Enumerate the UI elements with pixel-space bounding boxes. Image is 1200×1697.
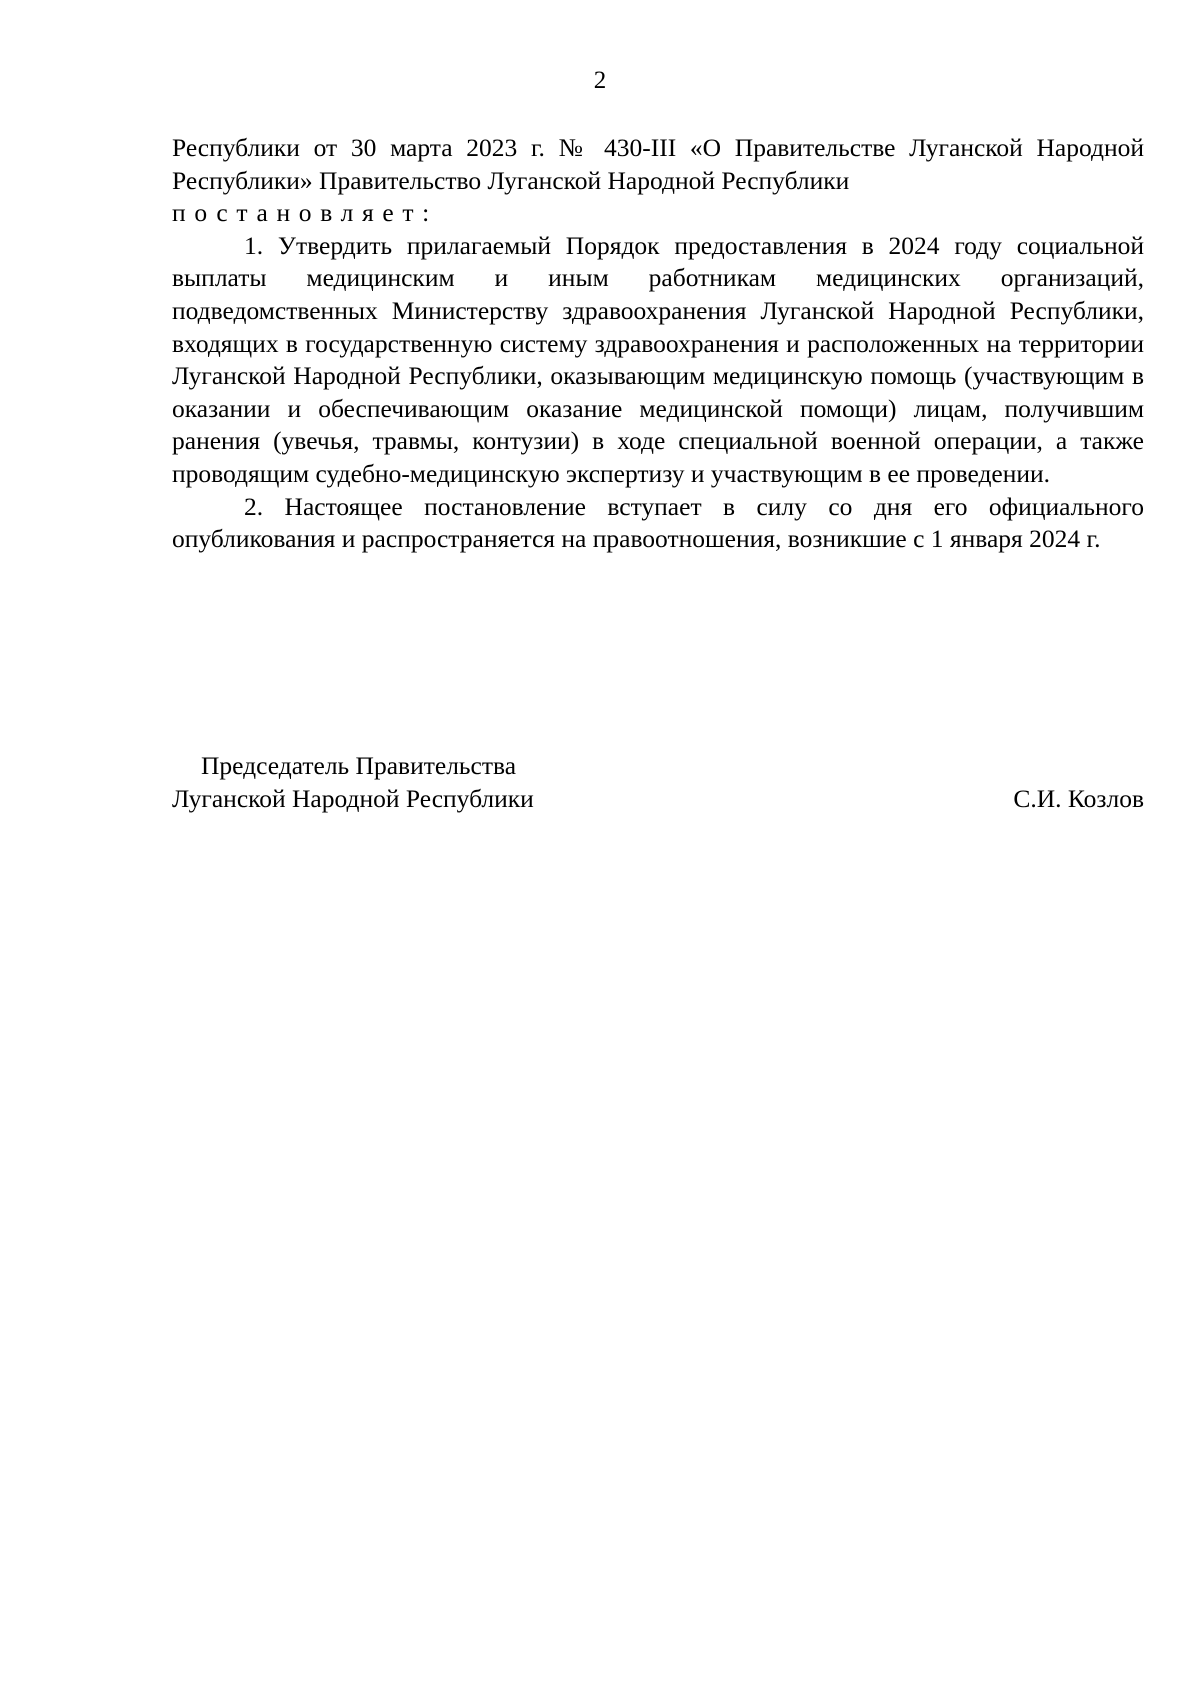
page-number: 2	[593, 67, 607, 94]
signatory-name: С.И. Козлов	[1013, 783, 1144, 813]
signature-row	[172, 783, 1144, 816]
signatory-title-line-1: Председатель Правительства	[201, 751, 517, 780]
document-body	[172, 132, 1144, 556]
signatory-title-line-2: Луганской Народной Республики	[172, 783, 534, 813]
signature-block	[172, 750, 1144, 815]
decree-word: постановляет:	[172, 198, 438, 228]
paragraph-item-1: 1. Утвердить прилагаемый Порядок предоставления в 2024 году социальной выплаты медицинским и иным работникам медицинских организаций, подведомственных Министерству здравоохранения Луганской Народной Республики, входящих в государственную систему здравоохранения и расположенных на территории Луганской Народной Республики, оказывающим медицинскую помощь (участвующим в оказании и обеспечивающим оказание медицинской помощи) лицам, получившим ранения (увечья, травмы, контузии) в ходе специальной военной операции, а также проводящим судебно-медицинскую экспертизу и участвующим в ее проведении.	[172, 230, 1144, 488]
intro-paragraph	[172, 132, 1144, 230]
paragraph-item-2: 2. Настоящее постановление вступает в силу со дня его официального опубликования и распространяется на правоотношения, возникшие с 1 января 2024 г.	[172, 491, 1144, 554]
intro-text: Республики от 30 марта 2023 г. № 430-III «О Правительстве Луганской Народной Республики» Правительство Луганской Народной Республики	[172, 133, 1144, 195]
